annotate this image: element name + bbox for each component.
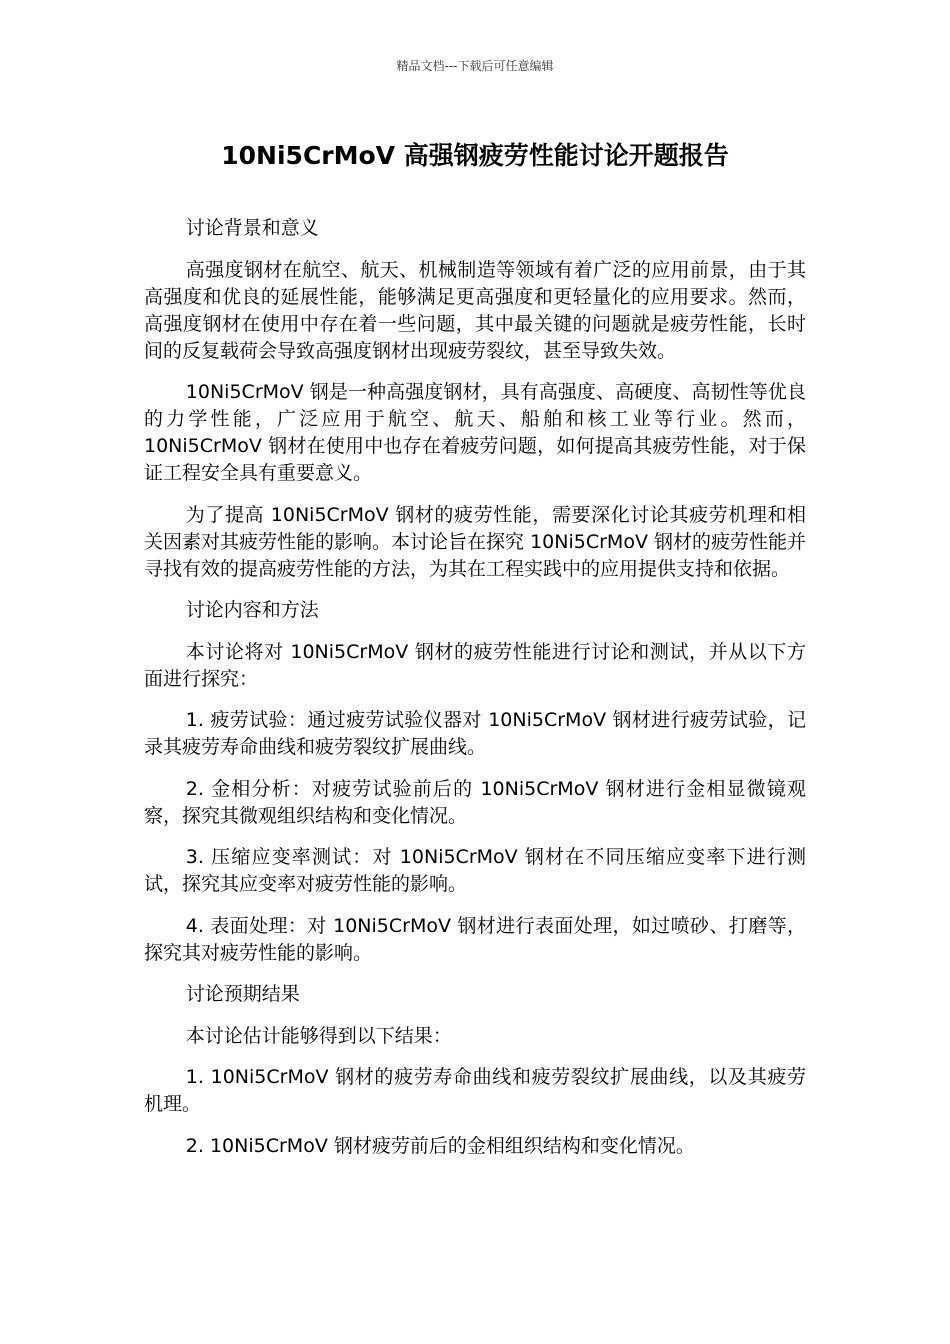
paragraph: 本讨论将对 10Ni5CrMoV 钢材的疲劳性能进行讨论和测试，并从以下方面进行探究： bbox=[144, 640, 806, 690]
list-item: 2. 10Ni5CrMoV 钢材疲劳前后的金相组织结构和变化情况。 bbox=[185, 1134, 695, 1157]
document-body bbox=[144, 215, 806, 1174]
page-header: 精品文档---下载后可任意编辑 bbox=[396, 59, 554, 73]
paragraph: 高强度钢材在航空、航天、机械制造等领域有着广泛的应用前景，由于其高强度和优良的延展性能，能够满足更高强度和更轻量化的应用要求。然而，高强度钢材在使用中存在着一些问题，其中最关键的问题就是疲劳性能，长时间的反复载荷会导致高强度钢材出现疲劳裂纹，甚至导致失效。 bbox=[144, 258, 806, 362]
section-heading-content-methods: 讨论内容和方法 bbox=[185, 599, 319, 621]
list-item: 1. 疲劳试验：通过疲劳试验仪器对 10Ni5CrMoV 钢材进行疲劳试验，记录其疲劳寿命曲线和疲劳裂纹扩展曲线。 bbox=[144, 709, 806, 758]
paragraph: 本讨论估计能够得到以下结果： bbox=[185, 1024, 452, 1047]
list-item: 1. 10Ni5CrMoV 钢材的疲劳寿命曲线和疲劳裂纹扩展曲线，以及其疲劳机理。 bbox=[144, 1066, 806, 1115]
list-item: 4. 表面处理：对 10Ni5CrMoV 钢材进行表面处理，如过喷砂、打磨等，探究其对疲劳性能的影响。 bbox=[144, 914, 806, 964]
paragraph: 为了提高 10Ni5CrMoV 钢材的疲劳性能，需要深化讨论其疲劳机理和相关因素对其疲劳性能的影响。本讨论旨在探究 10Ni5CrMoV 钢材的疲劳性能并寻找有效的提高疲劳性能的方法，为其在工程实践中的应用提供支持和依据。 bbox=[144, 503, 806, 580]
list-item: 3. 压缩应变率测试：对 10Ni5CrMoV 钢材在不同压缩应变率下进行测试，探究其应变率对疲劳性能的影响。 bbox=[144, 846, 806, 895]
section-heading-background: 讨论背景和意义 bbox=[185, 217, 319, 239]
section-heading-expected-results: 讨论预期结果 bbox=[185, 983, 300, 1005]
document-title: 10Ni5CrMoV 高强钢疲劳性能讨论开题报告 bbox=[221, 141, 729, 170]
list-item: 2. 金相分析：对疲劳试验前后的 10Ni5CrMoV 钢材进行金相显微镜观察，探究其微观组织结构和变化情况。 bbox=[144, 777, 806, 827]
paragraph: 10Ni5CrMoV 钢是一种高强度钢材，具有高强度、高硬度、高韧性等优良的力学性能，广泛应用于航空、航天、船舶和核工业等行业。然而，10Ni5CrMoV 钢材在使用中也存在着疲劳问题，如何提高其疲劳性能，对于保证工程安全具有重要意义。 bbox=[144, 381, 806, 484]
